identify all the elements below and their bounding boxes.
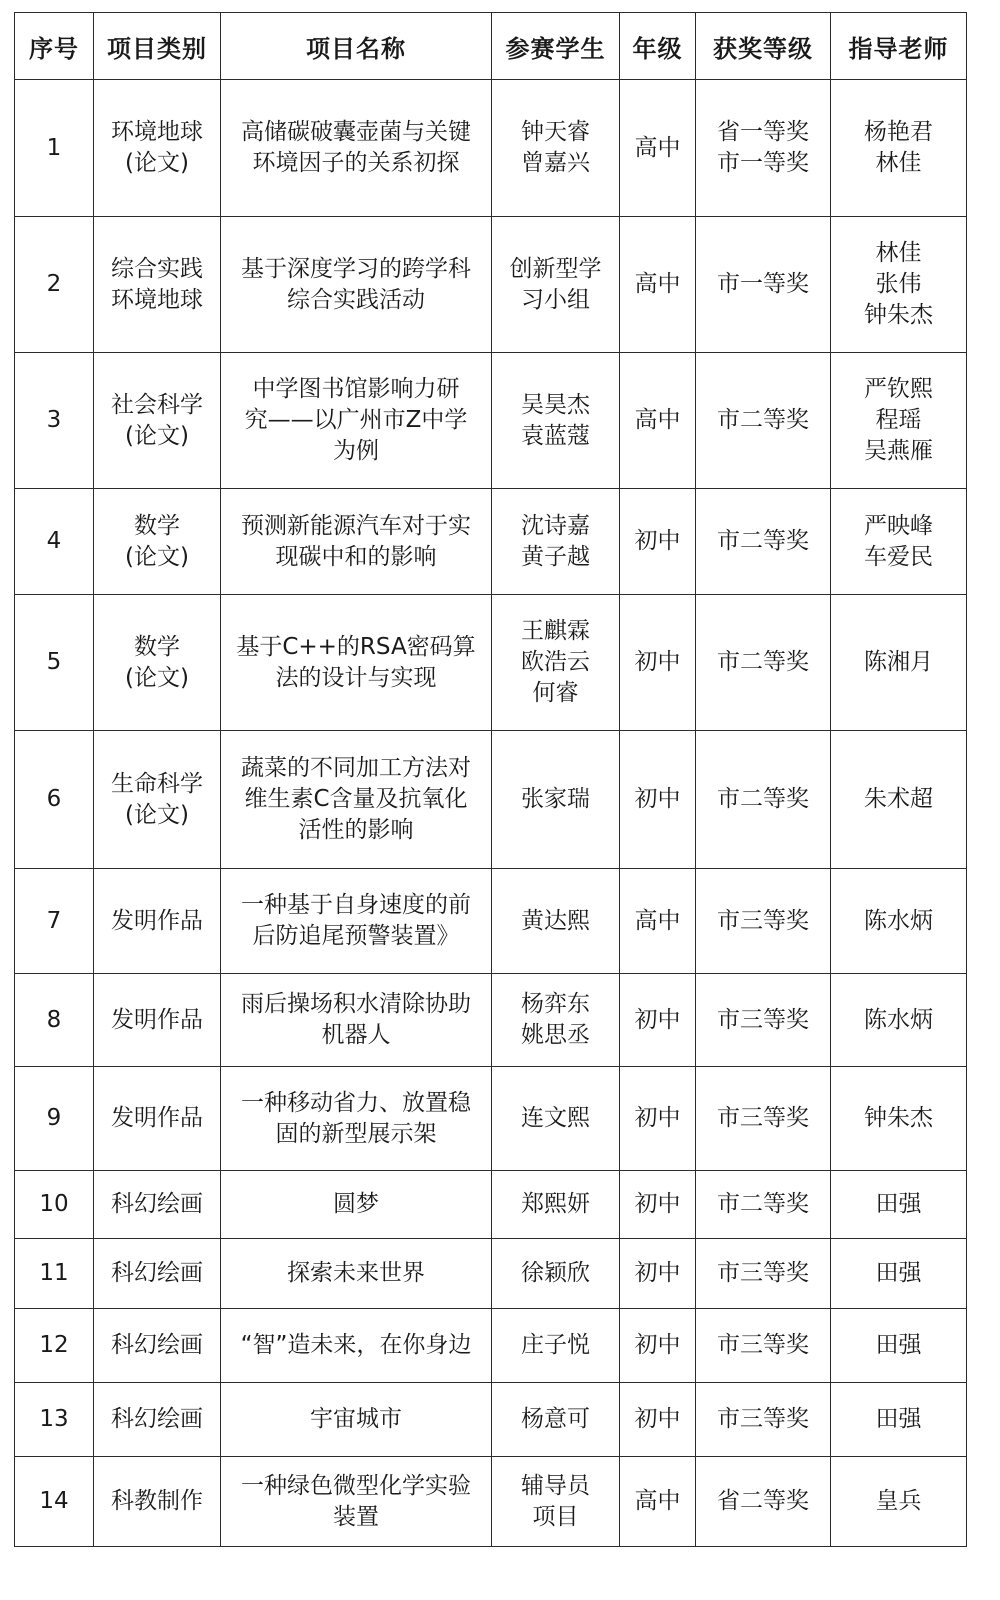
cell-award-line: 市二等奖	[717, 1191, 809, 1217]
cell-students	[492, 1383, 620, 1457]
cell-category-line: (论文)	[125, 664, 189, 691]
cell-teachers	[831, 1239, 967, 1309]
cell-students-line: 辅导员	[521, 1472, 590, 1499]
cell-category-line: 环境地球	[111, 286, 203, 313]
cell-index: 5	[15, 595, 94, 731]
cell-students	[492, 80, 620, 217]
cell-award-line: 省一等奖	[717, 119, 809, 145]
cell-students-line: 袁蓝蔻	[521, 422, 590, 449]
cell-category-line: 科教制作	[111, 1488, 203, 1514]
cell-project-name-line: 一种移动省力、放置稳	[241, 1089, 471, 1116]
cell-teachers-line: 车爱民	[864, 543, 933, 570]
cell-teachers	[831, 731, 967, 869]
cell-project-name-line: “智”造未来，在你身边	[240, 1332, 472, 1358]
cell-project-name-line: 中学图书馆影响力研	[252, 376, 460, 402]
cell-teachers-line: 林佳	[875, 150, 922, 176]
cell-students-line: 习小组	[521, 286, 590, 313]
cell-category-line: 科幻绘画	[111, 1332, 203, 1358]
cell-grade: 高中	[620, 869, 696, 974]
cell-project-name	[221, 80, 492, 217]
cell-category-line: 生命科学	[111, 770, 203, 797]
cell-teachers-line: 田强	[875, 1260, 922, 1286]
cell-teachers	[831, 353, 967, 489]
table-row	[15, 731, 967, 869]
cell-project-name	[221, 869, 492, 974]
cell-index: 12	[15, 1309, 94, 1383]
cell-teachers	[831, 489, 967, 595]
cell-project-name-line: 环境因子的关系初探	[252, 150, 460, 176]
cell-grade: 初中	[620, 731, 696, 869]
cell-students	[492, 353, 620, 489]
cell-award-line: 市二等奖	[717, 528, 809, 554]
cell-students-line: 创新型学	[509, 255, 602, 282]
cell-award-line: 市二等奖	[717, 649, 809, 675]
cell-award	[696, 595, 831, 731]
cell-category	[94, 974, 221, 1067]
cell-teachers	[831, 80, 967, 217]
cell-category	[94, 595, 221, 731]
cell-award-line: 市三等奖	[717, 1105, 809, 1131]
cell-project-name-line: 现碳中和的影响	[275, 543, 437, 570]
cell-category-line: 综合实践	[111, 255, 203, 282]
cell-project-name	[221, 974, 492, 1067]
cell-students-line: 庄子悦	[521, 1332, 590, 1358]
cell-teachers-line: 程瑶	[875, 407, 922, 433]
table-row	[15, 595, 967, 731]
awards-table	[14, 12, 967, 1547]
cell-category-line: 数学	[134, 633, 180, 660]
cell-teachers-line: 朱术超	[864, 786, 933, 812]
cell-project-name	[221, 731, 492, 869]
cell-teachers-line: 田强	[875, 1406, 922, 1432]
cell-project-name-line: 宇宙城市	[310, 1406, 402, 1432]
cell-category-line: 发明作品	[111, 907, 203, 934]
cell-students-line: 黄子越	[521, 543, 590, 570]
cell-students	[492, 869, 620, 974]
cell-index: 9	[15, 1067, 94, 1171]
cell-project-name-line: 活性的影响	[298, 817, 414, 843]
cell-index: 4	[15, 489, 94, 595]
cell-project-name-line: 机器人	[321, 1022, 391, 1048]
cell-category	[94, 869, 221, 974]
cell-students	[492, 1171, 620, 1239]
cell-project-name-line: 雨后操场积水清除协助	[241, 991, 471, 1017]
cell-teachers-line: 林佳	[875, 240, 922, 266]
cell-students	[492, 1457, 620, 1547]
header-category: 项目类别	[94, 13, 221, 80]
cell-category	[94, 1171, 221, 1239]
cell-students-line: 姚思丞	[521, 1022, 590, 1048]
cell-index: 7	[15, 869, 94, 974]
cell-grade: 初中	[620, 489, 696, 595]
table-row	[15, 217, 967, 353]
cell-grade: 初中	[620, 974, 696, 1067]
cell-award-line: 市三等奖	[717, 1260, 809, 1286]
cell-category-line: 发明作品	[111, 1006, 203, 1033]
cell-index: 13	[15, 1383, 94, 1457]
cell-grade: 初中	[620, 1309, 696, 1383]
table-row	[15, 869, 967, 974]
table-row	[15, 1457, 967, 1547]
cell-award	[696, 1383, 831, 1457]
cell-students-line: 钟天睿	[521, 119, 590, 145]
cell-project-name-line: 预测新能源汽车对于实	[241, 512, 471, 539]
cell-project-name-line: 探索未来世界	[287, 1260, 425, 1286]
cell-teachers-line: 皇兵	[875, 1488, 922, 1514]
cell-project-name	[221, 1383, 492, 1457]
cell-award	[696, 731, 831, 869]
cell-index: 10	[15, 1171, 94, 1239]
cell-category-line: 科幻绘画	[111, 1260, 203, 1286]
cell-award-line: 市一等奖	[717, 271, 809, 297]
cell-index: 6	[15, 731, 94, 869]
cell-teachers-line: 钟朱杰	[864, 302, 933, 328]
table-row	[15, 353, 967, 489]
cell-category	[94, 217, 221, 353]
cell-category-line: 科幻绘画	[111, 1406, 203, 1432]
cell-project-name	[221, 1457, 492, 1547]
cell-grade: 高中	[620, 217, 696, 353]
cell-teachers-line: 严钦熙	[864, 376, 933, 402]
cell-award	[696, 869, 831, 974]
cell-project-name-line: 固的新型展示架	[275, 1120, 437, 1147]
cell-award	[696, 217, 831, 353]
cell-students-line: 连文熙	[521, 1105, 590, 1131]
cell-category-line: 数学	[134, 512, 180, 539]
cell-award-line: 省二等奖	[717, 1488, 809, 1514]
cell-students	[492, 1239, 620, 1309]
cell-teachers-line: 陈水炳	[864, 907, 933, 934]
cell-award-line: 市二等奖	[717, 407, 809, 433]
cell-award	[696, 1171, 831, 1239]
cell-students-line: 黄达熙	[521, 907, 590, 934]
header-grade: 年级	[620, 13, 696, 80]
cell-project-name-line: 蔬菜的不同加工方法对	[241, 755, 471, 781]
cell-category	[94, 80, 221, 217]
cell-grade: 高中	[620, 1457, 696, 1547]
cell-category	[94, 1309, 221, 1383]
table-row	[15, 1383, 967, 1457]
cell-project-name-line: 后防追尾预警装置》	[252, 923, 460, 949]
cell-category-line: 科幻绘画	[111, 1191, 203, 1217]
cell-category	[94, 1067, 221, 1171]
cell-category-line: 社会科学	[111, 391, 203, 418]
cell-index: 11	[15, 1239, 94, 1309]
cell-students	[492, 1309, 620, 1383]
cell-index: 2	[15, 217, 94, 353]
cell-award-line: 市三等奖	[717, 1006, 809, 1033]
cell-index: 1	[15, 80, 94, 217]
cell-students	[492, 1067, 620, 1171]
cell-award	[696, 1239, 831, 1309]
cell-students-line: 吴昊杰	[521, 391, 590, 418]
table-body	[15, 80, 967, 1547]
cell-award	[696, 489, 831, 595]
cell-project-name-line: 为例	[333, 438, 379, 464]
cell-grade: 初中	[620, 1383, 696, 1457]
cell-teachers	[831, 595, 967, 731]
header-award: 获奖等级	[696, 13, 831, 80]
cell-project-name-line: 基于深度学习的跨学科	[241, 255, 471, 282]
header-index: 序号	[15, 13, 94, 80]
cell-award	[696, 353, 831, 489]
cell-teachers-line: 杨艳君	[864, 119, 933, 145]
cell-project-name	[221, 1067, 492, 1171]
cell-project-name-line: 维生素C含量及抗氧化	[244, 786, 468, 812]
cell-students	[492, 595, 620, 731]
cell-teachers	[831, 1067, 967, 1171]
cell-category	[94, 489, 221, 595]
header-project-name: 项目名称	[221, 13, 492, 80]
cell-students	[492, 731, 620, 869]
cell-project-name	[221, 353, 492, 489]
cell-award	[696, 1309, 831, 1383]
cell-teachers-line: 田强	[875, 1191, 922, 1217]
cell-project-name	[221, 1171, 492, 1239]
cell-teachers	[831, 1309, 967, 1383]
cell-students-line: 徐颖欣	[521, 1260, 590, 1286]
cell-teachers-line: 严映峰	[864, 512, 933, 539]
cell-award	[696, 80, 831, 217]
cell-project-name	[221, 595, 492, 731]
cell-students-line: 欧浩云	[521, 649, 590, 675]
cell-project-name	[221, 217, 492, 353]
cell-award	[696, 1457, 831, 1547]
cell-teachers	[831, 217, 967, 353]
cell-project-name	[221, 1309, 492, 1383]
cell-teachers	[831, 1383, 967, 1457]
cell-teachers	[831, 974, 967, 1067]
cell-category-line: 环境地球	[111, 119, 203, 145]
cell-category	[94, 731, 221, 869]
table-row	[15, 80, 967, 217]
cell-project-name	[221, 1239, 492, 1309]
cell-students-line: 曾嘉兴	[521, 150, 590, 176]
cell-project-name-line: 装置	[333, 1503, 379, 1530]
cell-project-name-line: 圆梦	[333, 1191, 379, 1217]
table-row	[15, 1239, 967, 1309]
cell-teachers-line: 陈水炳	[864, 1006, 933, 1033]
cell-award-line: 市三等奖	[717, 1406, 809, 1432]
cell-grade: 初中	[620, 1067, 696, 1171]
table-row	[15, 974, 967, 1067]
cell-students-line: 何睿	[532, 680, 579, 706]
cell-students-line: 杨意可	[521, 1406, 590, 1432]
cell-index: 3	[15, 353, 94, 489]
cell-project-name-line: 究——以广州市Z中学	[244, 407, 468, 433]
cell-students	[492, 217, 620, 353]
cell-award-line: 市三等奖	[717, 907, 809, 934]
cell-teachers-line: 张伟	[875, 271, 922, 297]
cell-grade: 初中	[620, 1239, 696, 1309]
cell-project-name-line: 高储碳破囊壶菌与关键	[241, 119, 471, 145]
cell-students-line: 杨弈东	[521, 991, 590, 1017]
table-row	[15, 1067, 967, 1171]
cell-project-name-line: 基于C++的RSA密码算	[236, 633, 476, 660]
cell-grade: 初中	[620, 595, 696, 731]
cell-project-name-line: 综合实践活动	[287, 286, 425, 313]
cell-students-line: 王麒霖	[521, 618, 590, 644]
cell-teachers-line: 吴燕雁	[864, 438, 933, 464]
cell-award-line: 市一等奖	[717, 150, 809, 176]
cell-category-line: (论文)	[125, 543, 189, 570]
cell-teachers-line: 钟朱杰	[864, 1105, 933, 1131]
cell-award	[696, 974, 831, 1067]
cell-teachers	[831, 1457, 967, 1547]
cell-category-line: (论文)	[125, 150, 189, 176]
cell-index: 14	[15, 1457, 94, 1547]
cell-project-name	[221, 489, 492, 595]
cell-students-line: 沈诗嘉	[521, 512, 590, 539]
cell-teachers-line: 陈湘月	[864, 649, 933, 675]
cell-project-name-line: 一种基于自身速度的前	[241, 892, 471, 918]
cell-award-line: 市二等奖	[717, 786, 809, 812]
cell-category	[94, 1457, 221, 1547]
cell-category-line: 发明作品	[111, 1105, 203, 1131]
header-row	[15, 13, 967, 80]
cell-teachers	[831, 869, 967, 974]
cell-project-name-line: 一种绿色微型化学实验	[241, 1472, 471, 1499]
cell-award	[696, 1067, 831, 1171]
header-teachers: 指导老师	[831, 13, 967, 80]
cell-award-line: 市三等奖	[717, 1332, 809, 1358]
cell-students-line: 项目	[532, 1503, 579, 1530]
cell-grade: 高中	[620, 353, 696, 489]
cell-category-line: (论文)	[125, 801, 189, 828]
cell-students-line: 张家瑞	[521, 786, 590, 812]
header-students: 参赛学生	[492, 13, 620, 80]
cell-project-name-line: 法的设计与实现	[275, 664, 437, 691]
cell-teachers	[831, 1171, 967, 1239]
cell-students-line: 郑熙妍	[521, 1191, 590, 1217]
cell-index: 8	[15, 974, 94, 1067]
cell-category	[94, 1383, 221, 1457]
table-row	[15, 1171, 967, 1239]
cell-category	[94, 1239, 221, 1309]
cell-category	[94, 353, 221, 489]
cell-category-line: (论文)	[125, 422, 189, 449]
cell-students	[492, 489, 620, 595]
cell-teachers-line: 田强	[875, 1332, 922, 1358]
cell-grade: 初中	[620, 1171, 696, 1239]
cell-students	[492, 974, 620, 1067]
cell-grade: 高中	[620, 80, 696, 217]
table-row	[15, 489, 967, 595]
table-row	[15, 1309, 967, 1383]
